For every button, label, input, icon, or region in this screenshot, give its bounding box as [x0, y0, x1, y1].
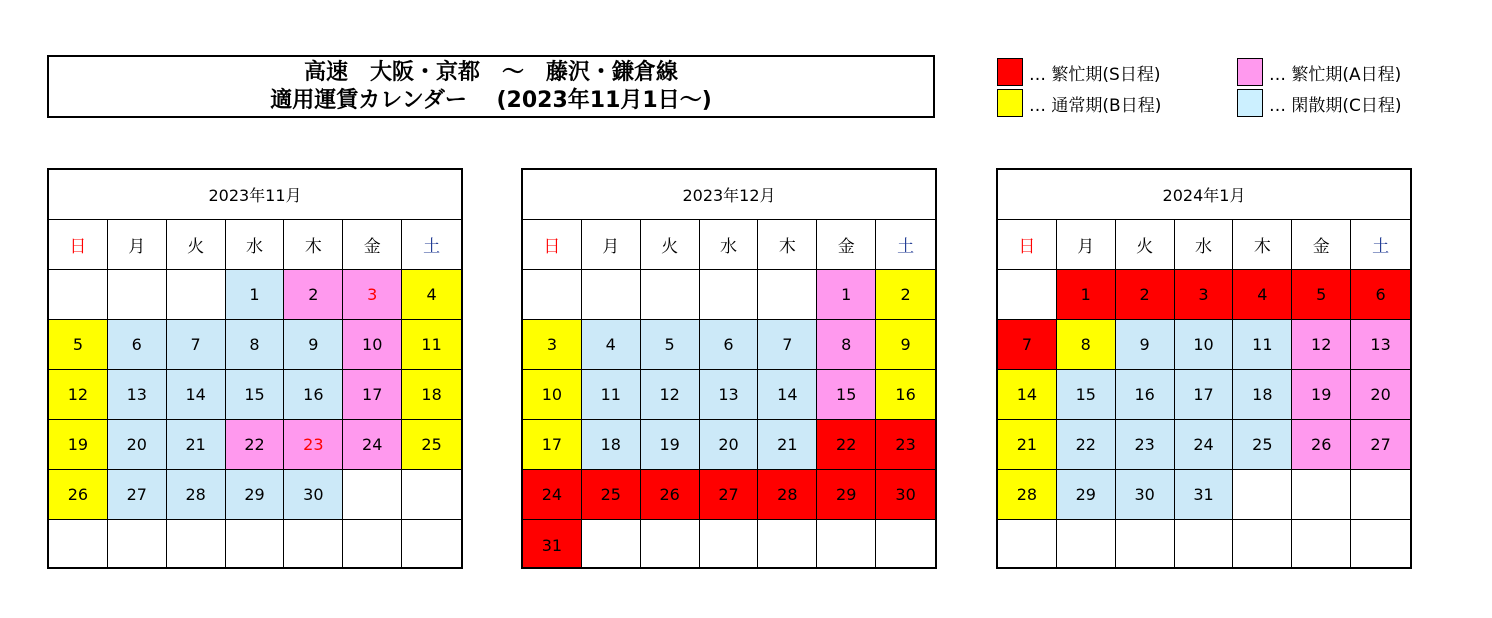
calendar-day: 18 [582, 420, 641, 470]
legend-item-b [997, 89, 1161, 117]
calendar-day: 8 [226, 320, 285, 370]
calendar-day: 17 [343, 370, 402, 420]
calendar-day: 17 [523, 420, 582, 470]
calendar-day: 24 [1175, 420, 1234, 470]
legend-item-c [1237, 89, 1402, 117]
weekday-header: 日 [998, 220, 1057, 270]
calendar-day: 25 [582, 470, 641, 520]
calendar-day: 27 [1351, 420, 1410, 470]
calendar-empty-cell [108, 520, 167, 569]
calendar-day: 7 [998, 320, 1057, 370]
calendar-day: 29 [1057, 470, 1116, 520]
legend-swatch-c [1237, 89, 1263, 117]
legend-label-s: … 繁忙期(S日程) [1029, 64, 1161, 85]
calendar-day: 15 [1057, 370, 1116, 420]
calendar-day: 9 [876, 320, 935, 370]
calendar-month-title: 2023年11月 [49, 170, 461, 220]
calendar-day: 12 [641, 370, 700, 420]
weekday-header: 水 [700, 220, 759, 270]
calendar-day: 6 [700, 320, 759, 370]
calendar-day: 4 [402, 270, 461, 320]
calendar-day: 17 [1175, 370, 1234, 420]
legend-swatch-b [997, 89, 1023, 117]
weekday-header: 日 [523, 220, 582, 270]
calendar-day: 4 [1233, 270, 1292, 320]
calendar-day: 14 [167, 370, 226, 420]
calendar-day: 16 [876, 370, 935, 420]
calendar-empty-cell [402, 520, 461, 569]
calendar-day: 1 [226, 270, 285, 320]
calendar-day: 2 [284, 270, 343, 320]
calendar-day: 30 [284, 470, 343, 520]
calendar-day: 2 [1116, 270, 1175, 320]
weekday-header: 土 [402, 220, 461, 270]
calendar-day: 25 [402, 420, 461, 470]
calendar-day: 6 [108, 320, 167, 370]
calendar-day: 22 [1057, 420, 1116, 470]
calendar-day: 30 [1116, 470, 1175, 520]
calendar-empty-cell [284, 520, 343, 569]
calendar-day: 19 [49, 420, 108, 470]
legend-label-a: … 繁忙期(A日程) [1269, 64, 1402, 85]
weekday-header: 水 [1175, 220, 1234, 270]
legend-label-c: … 閑散期(C日程) [1269, 95, 1402, 116]
calendar-day: 5 [641, 320, 700, 370]
calendar-day: 9 [284, 320, 343, 370]
calendar-day: 11 [582, 370, 641, 420]
calendar-empty-cell [582, 270, 641, 320]
calendar-day: 8 [817, 320, 876, 370]
calendar-empty-cell [1175, 520, 1234, 569]
weekday-header: 月 [108, 220, 167, 270]
calendar-day: 20 [1351, 370, 1410, 420]
calendar-empty-cell [758, 270, 817, 320]
calendar-day: 22 [817, 420, 876, 470]
weekday-header: 木 [284, 220, 343, 270]
calendar-grid [998, 220, 1410, 569]
calendar-day: 22 [226, 420, 285, 470]
calendar-empty-cell [402, 470, 461, 520]
title-line-1: 高速 大阪・京都 ～ 藤沢・鎌倉線 [303, 59, 678, 85]
calendar-day: 27 [700, 470, 759, 520]
calendar-day: 9 [1116, 320, 1175, 370]
calendar-day: 23 [284, 420, 343, 470]
calendar-day: 26 [1292, 420, 1351, 470]
calendar-day: 21 [167, 420, 226, 470]
calendar-day: 19 [1292, 370, 1351, 420]
calendar-day: 7 [167, 320, 226, 370]
legend-swatch-a [1237, 58, 1263, 86]
calendar-day: 8 [1057, 320, 1116, 370]
weekday-header: 土 [876, 220, 935, 270]
calendar-day: 7 [758, 320, 817, 370]
calendar-month-title: 2024年1月 [998, 170, 1410, 220]
calendar-empty-cell [343, 470, 402, 520]
calendar-day: 23 [876, 420, 935, 470]
weekday-header: 金 [817, 220, 876, 270]
weekday-header: 金 [343, 220, 402, 270]
calendar-day: 18 [402, 370, 461, 420]
calendar-day: 21 [758, 420, 817, 470]
calendar-day: 19 [641, 420, 700, 470]
calendar-day: 29 [226, 470, 285, 520]
calendar-day: 10 [1175, 320, 1234, 370]
calendar-day: 24 [343, 420, 402, 470]
calendar-empty-cell [1351, 520, 1410, 569]
calendar-2024-01 [996, 168, 1412, 569]
calendar-day: 10 [343, 320, 402, 370]
weekday-header: 土 [1351, 220, 1410, 270]
legend-label-b: … 通常期(B日程) [1029, 95, 1162, 116]
calendar-2023-11 [47, 168, 463, 569]
calendar-day: 5 [49, 320, 108, 370]
calendar-empty-cell [226, 520, 285, 569]
calendar-day: 28 [998, 470, 1057, 520]
calendar-day: 10 [523, 370, 582, 420]
calendar-day: 11 [1233, 320, 1292, 370]
calendar-day: 28 [167, 470, 226, 520]
calendar-empty-cell [108, 270, 167, 320]
calendar-empty-cell [1057, 520, 1116, 569]
calendar-day: 18 [1233, 370, 1292, 420]
calendar-day: 29 [817, 470, 876, 520]
calendar-empty-cell [998, 520, 1057, 569]
calendar-empty-cell [1292, 470, 1351, 520]
calendar-empty-cell [49, 520, 108, 569]
calendar-day: 12 [49, 370, 108, 420]
calendar-day: 16 [1116, 370, 1175, 420]
calendar-day: 28 [758, 470, 817, 520]
calendar-empty-cell [700, 270, 759, 320]
weekday-header: 火 [167, 220, 226, 270]
calendar-day: 5 [1292, 270, 1351, 320]
calendar-empty-cell [523, 270, 582, 320]
calendar-empty-cell [998, 270, 1057, 320]
calendar-month-title: 2023年12月 [523, 170, 935, 220]
calendar-empty-cell [582, 520, 641, 569]
calendar-day: 31 [523, 520, 582, 569]
page-title [47, 55, 935, 118]
calendar-day: 25 [1233, 420, 1292, 470]
calendar-empty-cell [1233, 470, 1292, 520]
calendar-day: 1 [1057, 270, 1116, 320]
calendar-day: 12 [1292, 320, 1351, 370]
weekday-header: 月 [1057, 220, 1116, 270]
weekday-header: 水 [226, 220, 285, 270]
calendar-empty-cell [167, 520, 226, 569]
calendar-empty-cell [167, 270, 226, 320]
calendar-day: 16 [284, 370, 343, 420]
calendar-day: 3 [1175, 270, 1234, 320]
calendar-day: 6 [1351, 270, 1410, 320]
calendar-empty-cell [1233, 520, 1292, 569]
calendar-empty-cell [343, 520, 402, 569]
calendar-day: 3 [523, 320, 582, 370]
calendar-empty-cell [49, 270, 108, 320]
calendar-day: 13 [1351, 320, 1410, 370]
legend-item-a [1237, 58, 1401, 86]
calendar-day: 13 [108, 370, 167, 420]
calendar-day: 13 [700, 370, 759, 420]
calendar-empty-cell [1292, 520, 1351, 569]
calendar-day: 23 [1116, 420, 1175, 470]
calendar-day: 20 [108, 420, 167, 470]
calendar-day: 1 [817, 270, 876, 320]
weekday-header: 火 [641, 220, 700, 270]
calendar-empty-cell [817, 520, 876, 569]
calendar-day: 20 [700, 420, 759, 470]
calendar-day: 2 [876, 270, 935, 320]
weekday-header: 日 [49, 220, 108, 270]
weekday-header: 金 [1292, 220, 1351, 270]
legend-item-s [997, 58, 1160, 86]
calendar-empty-cell [1351, 470, 1410, 520]
calendar-day: 15 [817, 370, 876, 420]
calendar-empty-cell [641, 520, 700, 569]
calendar-day: 4 [582, 320, 641, 370]
weekday-header: 月 [582, 220, 641, 270]
calendar-day: 15 [226, 370, 285, 420]
calendar-empty-cell [1116, 520, 1175, 569]
calendar-grid [49, 220, 461, 569]
calendar-empty-cell [641, 270, 700, 320]
calendar-day: 26 [641, 470, 700, 520]
calendar-day: 11 [402, 320, 461, 370]
calendar-day: 27 [108, 470, 167, 520]
calendar-day: 21 [998, 420, 1057, 470]
legend-swatch-s [997, 58, 1023, 86]
calendar-empty-cell [758, 520, 817, 569]
weekday-header: 火 [1116, 220, 1175, 270]
calendar-day: 3 [343, 270, 402, 320]
weekday-header: 木 [758, 220, 817, 270]
calendar-day: 26 [49, 470, 108, 520]
calendar-day: 14 [758, 370, 817, 420]
calendar-day: 24 [523, 470, 582, 520]
calendar-grid [523, 220, 935, 569]
calendar-day: 31 [1175, 470, 1234, 520]
title-line-2: 適用運賃カレンダー (2023年11月1日～) [270, 87, 712, 113]
calendar-empty-cell [876, 520, 935, 569]
calendar-day: 14 [998, 370, 1057, 420]
weekday-header: 木 [1233, 220, 1292, 270]
calendar-empty-cell [700, 520, 759, 569]
calendar-day: 30 [876, 470, 935, 520]
calendar-2023-12 [521, 168, 937, 569]
